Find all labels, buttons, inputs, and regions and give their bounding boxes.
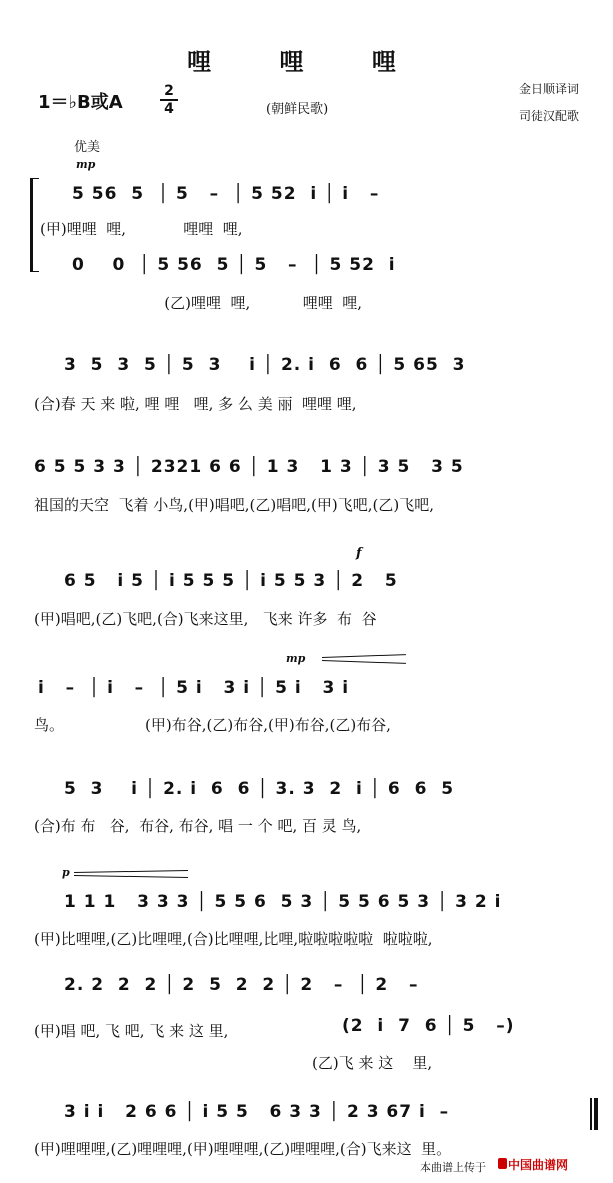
song-title: 哩 哩 哩 (187, 47, 426, 76)
lyric-row-5: (甲)唱吧,(乙)飞吧,(合)飞来这里, 飞来 许多 布 谷 (34, 610, 377, 628)
final-barline-thick (594, 1098, 598, 1130)
arranger-credit: 司徒汉配歌 (518, 109, 579, 123)
upload-note: 本曲谱上传于 (420, 1161, 486, 1174)
notation-row-8: 1 1 1 3 3 3 │ 5 5 6 5 3 │ 5 5 6 5 3 │ 3 2 i (64, 892, 502, 912)
lyric-row-9: (甲)唱 吧, 飞 吧, 飞 来 这 里, (34, 1022, 229, 1040)
lyric-row-4: 祖国的天空 飞着 小鸟,(甲)唱吧,(乙)唱吧,(甲)飞吧,(乙)飞吧, (34, 496, 434, 514)
notation-row-9b: (2 i 7 6 │ 5 –) (342, 1016, 515, 1036)
dynamic-mp: mp (76, 158, 96, 171)
notation-row-10: 3 i i 2 6 6 │ i 5 5 6 3 3 │ 2 3 67 i – (64, 1102, 450, 1122)
notation-row-9: 2. 2 2 2 │ 2 5 2 2 │ 2 – │ 2 – (64, 975, 419, 995)
lyric-row-9b: (乙)飞 来 这 里, (312, 1054, 433, 1072)
lyric-row-8: (甲)比哩哩,(乙)比哩哩,(合)比哩哩,比哩,啦啦啦啦啦 啦啦啦, (34, 930, 433, 948)
notation-row-6: i – │ i – │ 5 i 3 i │ 5 i 3 i (38, 678, 350, 698)
key-signature: 1＝♭B或A (38, 92, 123, 113)
notation-row-7: 5 3 i │ 2. i 6 6 │ 3. 3 2 i │ 6 6 5 (64, 779, 455, 799)
time-signature (160, 84, 178, 116)
lyric-row-3: (合)春 天 来 啦, 哩 哩 哩, 多 么 美 丽 哩哩 哩, (34, 395, 357, 413)
site-logo: 中国曲谱网 (508, 1158, 569, 1172)
time-signature-bottom: 4 (164, 101, 174, 117)
notation-row-4: 6 5 5 3 3 │ 2321 6 6 │ 1 3 1 3 │ 3 5 3 5 (34, 457, 464, 477)
final-barline-thin (590, 1098, 592, 1130)
notation-row-1: 5 56 5 │ 5 – │ 5 52 i │ i – (72, 184, 380, 204)
crescendo-hairpin-lower (322, 660, 406, 664)
lyric-row-10: (甲)哩哩哩,(乙)哩哩哩,(甲)哩哩哩,(乙)哩哩哩,(合)飞来这 里。 (34, 1140, 452, 1158)
expression-marking: 优美 (74, 140, 101, 155)
genre-label: (朝鲜民歌) (266, 102, 329, 117)
dynamic-f: f (356, 546, 362, 561)
crescendo-hairpin-p-upper (74, 870, 188, 873)
lyric-row-6: 鸟。 (甲)布谷,(乙)布谷,(甲)布谷,(乙)布谷, (34, 716, 391, 734)
crescendo-hairpin-p-lower (74, 875, 188, 878)
dynamic-mp-2: mp (286, 652, 306, 665)
crescendo-hairpin-upper (322, 654, 406, 658)
notation-row-3: 3 5 3 5 │ 5 3 i │ 2. i 6 6 │ 5 65 3 (64, 355, 466, 375)
notation-row-2: 0 0 │ 5 56 5 │ 5 – │ 5 52 i (72, 255, 396, 275)
lyric-row-2: (乙)哩哩 哩, 哩哩 哩, (150, 294, 363, 312)
dynamic-p: p (62, 866, 70, 879)
system-brace (30, 178, 39, 272)
notation-row-5: 6 5 i 5 │ i 5 5 5 │ i 5 5 3 │ 2 5 (64, 571, 398, 591)
lyric-row-7: (合)布 布 谷, 布谷, 布谷, 唱 一 个 吧, 百 灵 鸟, (34, 817, 362, 835)
time-signature-top: 2 (164, 83, 174, 99)
lyricist-credit: 金日顺译词 (518, 82, 579, 96)
site-logo-icon (498, 1158, 507, 1169)
lyric-row-1: (甲)哩哩 哩, 哩哩 哩, (40, 220, 243, 238)
